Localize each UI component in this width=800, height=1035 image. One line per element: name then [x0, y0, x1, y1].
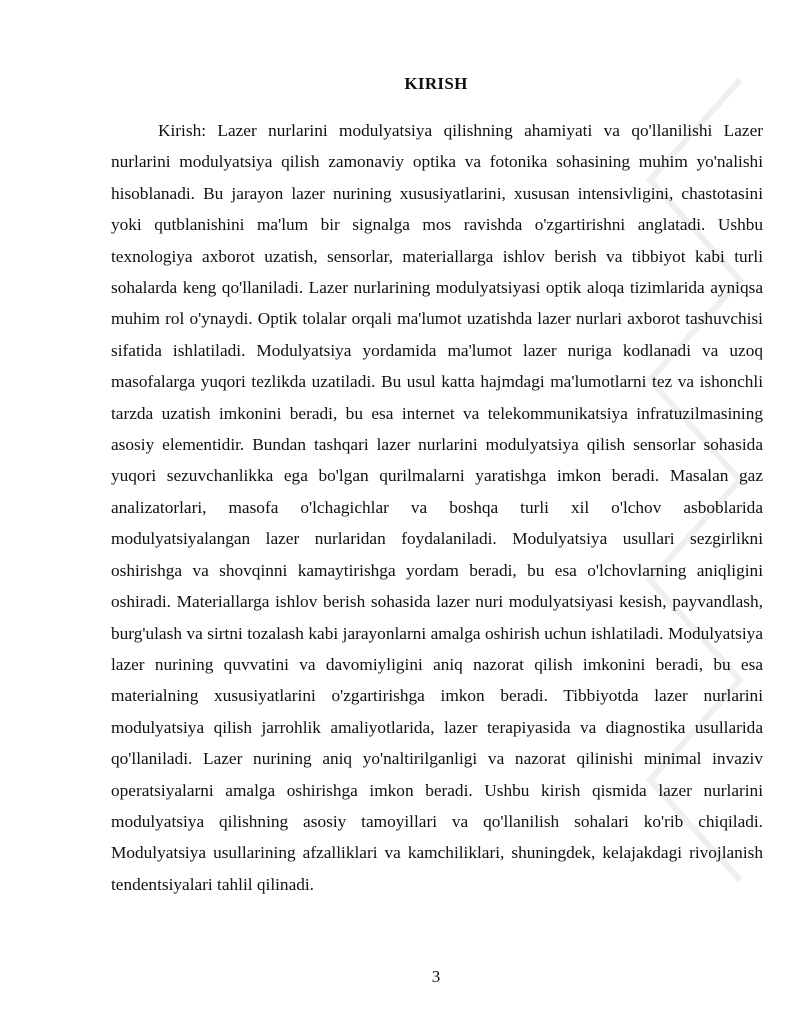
- page-title: KIRISH: [404, 74, 468, 93]
- page-number: 3: [431, 967, 441, 986]
- body-paragraph: Kirish: Lazer nurlarini modulyatsiya qilishning ahamiyati va qo'llanilishi Lazer nurlarini modulyatsiya qilish zamonaviy optika va fotonika sohasining muhim yo'nalishi hisoblanadi. Bu jarayon lazer nurining xususiyatlarini, xususan intensivligini, chastotasini yoki qutblanishini ma'lum bir signalga mos ravishda o'zgartirishni anglatadi. Ushbu texnologiya axborot uzatish, sensorlar, materiallarga ishlov berish va tibbiyot kabi turli sohalarda keng qo'llaniladi. Lazer nurlarining modulyatsiyasi optik aloqa tizimlarida ayniqsa muhim rol o'ynaydi. Optik tolalar orqali ma'lumot uzatishda lazer nurlari axborot tashuvchisi sifatida ishlatiladi. Modulyatsiya yordamida ma'lumot lazer nuriga kodlanadi va uzoq masofalarga yuqori tezlikda uzatiladi. Bu usul katta hajmdagi ma'lumotlarni tez va ishonchli tarzda uzatish imkonini beradi, bu esa internet va telekommunikatsiya infratuzilmasining asosiy elementidir. Bundan tashqari lazer nurlarini modulyatsiya qilish sensorlar sohasida yuqori sezuvchanlikka ega bo'lgan qurilmalarni yaratishga imkon beradi. Masalan gaz analizatorlari, masofa o'lchagichlar va boshqa turli xil o'lchov asboblarida modulyatsiyalangan lazer nurlaridan foydalaniladi. Modulyatsiya usullari sezgirlikni oshirishga va shovqinni kamaytirishga yordam beradi, bu esa o'lchovlarning aniqligini oshiradi. Materiallarga ishlov berish sohasida lazer nuri modulyatsiyasi kesish, payvandlash, burg'ulash va sirtni tozalash kabi jarayonlarni amalga oshirish uchun ishlatiladi. Modulyatsiya lazer nurining quvvatini va davomiyligini aniq nazorat qilish imkonini beradi, bu esa materialning xususiyatlarini o'zgartirishga imkon beradi. Tibbiyotda lazer nurlarini modulyatsiya qilish jarrohlik amaliyotlarida, lazer terapiyasida va diagnostika usullarida qo'llaniladi. Lazer nurining aniq yo'naltirilganligi va nazorat qilinishi minimal invaziv operatsiyalarni amalga oshirishga imkon beradi. Ushbu kirish qismida lazer nurlarini modulyatsiya qilishning asosiy tamoyillari va qo'llanilish sohalari ko'rib chiqiladi. Modulyatsiya usullarining afzalliklari va kamchiliklari, shuningdek, kelajakdagi rivojlanish tendentsiyalari tahlil qilinadi.: [111, 121, 763, 894]
